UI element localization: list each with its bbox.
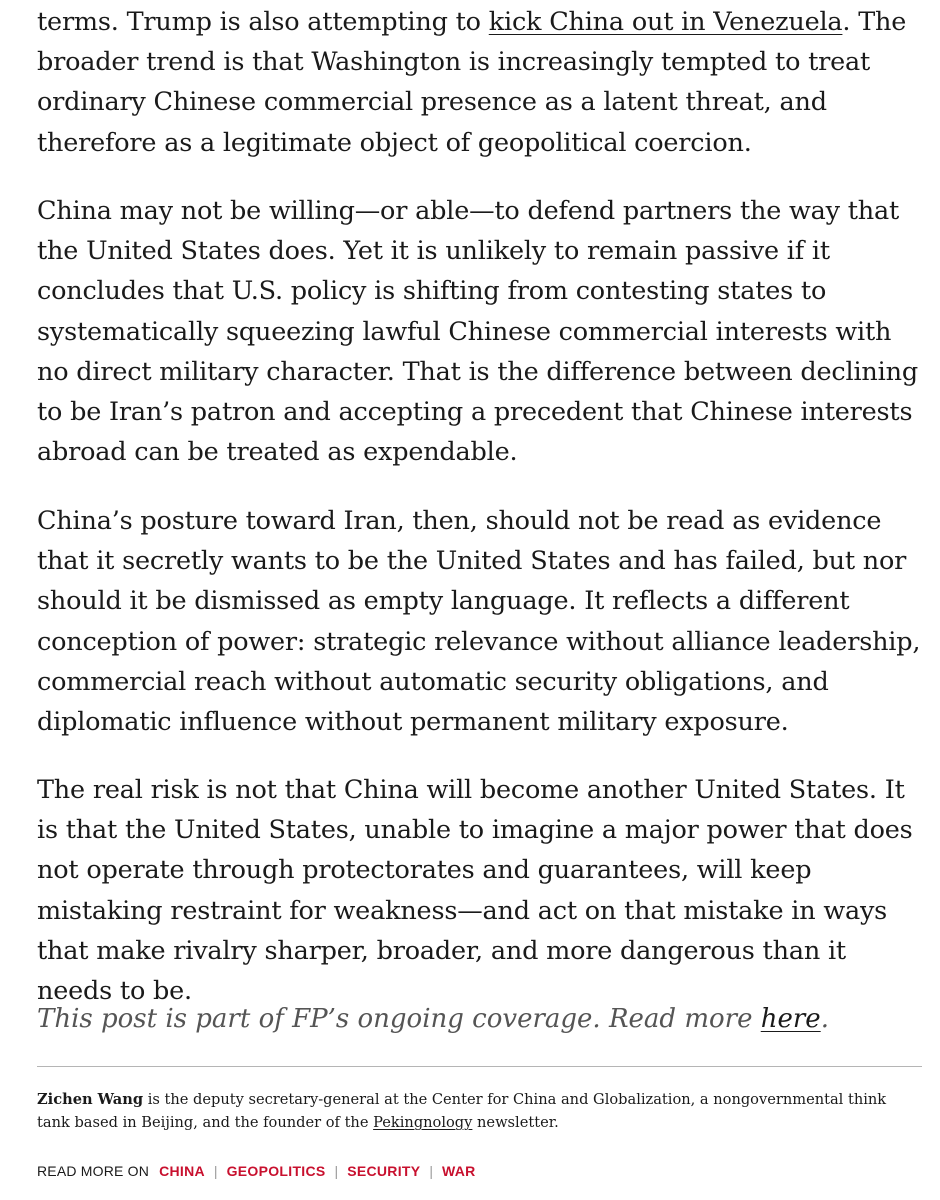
paragraph-3: China’s posture toward Iran, then, should not be read as evidence that it secretly wants to be the United States and has failed, but nor should it be dismissed as empty language. It reflects a different conception of power: strategic relevance without alliance leadership, commercial reach without automatic security obligations, and diplomatic influence without permanent military exposure. (37, 506, 921, 738)
bio-text-before: is the deputy secretary-general at the Center for China and Globalization, a nongovernmental think tank based in Beijing, and the founder of the (37, 1091, 887, 1131)
bio-divider (37, 1066, 922, 1067)
paragraph-1-text-before: terms. Trump is also attempting to (37, 7, 489, 37)
read-more-here-link[interactable]: here (760, 1004, 821, 1034)
coverage-period: . (820, 1004, 829, 1034)
pekingnology-link[interactable]: Pekingnology (373, 1114, 473, 1131)
topic-separator: | (334, 1163, 339, 1179)
topic-link-security[interactable]: SECURITY (347, 1163, 421, 1179)
paragraph-1-text-after: . The broader trend is that Washington is increasingly tempted to treat ordinary Chinese commercial presence as a latent threat, and therefore as a legitimate object of geopolitical coercion. (37, 7, 907, 158)
coverage-text: This post is part of FP’s ongoing coverage. Read more (37, 1004, 761, 1034)
read-more-topics (37, 1160, 476, 1182)
topic-link-war[interactable]: WAR (442, 1163, 476, 1179)
topic-link-geopolitics[interactable]: GEOPOLITICS (226, 1163, 326, 1179)
topic-separator: | (213, 1163, 218, 1179)
author-name: Zichen Wang (37, 1091, 144, 1108)
topic-separator: | (429, 1163, 434, 1179)
paragraph-1 (37, 2, 922, 163)
paragraph-4: The real risk is not that China will become another United States. It is that the United States, unable to imagine a major power that does not operate through protectorates and guarantees, will keep mistaking restraint for weakness—and act on that mistake in ways that make rivalry sharper, broader, and more dangerous than it needs to be. (37, 775, 913, 1007)
coverage-note (37, 999, 922, 1039)
author-bio (37, 1088, 922, 1134)
topic-link-china[interactable]: CHINA (159, 1163, 205, 1179)
bio-text-after: newsletter. (472, 1114, 559, 1131)
venezuela-link[interactable]: kick China out in Venezuela (488, 7, 843, 37)
paragraph-2: China may not be willing—or able—to defend partners the way that the United States does. Yet it is unlikely to remain passive if it concludes that U.S. policy is shifting from contesting states to systematically squeezing lawful Chinese commercial interests with no direct military character. That is the difference between declining to be Iran’s patron and accepting a precedent that Chinese interests abroad can be treated as expendable. (37, 196, 918, 468)
read-more-label: READ MORE ON (37, 1163, 150, 1179)
